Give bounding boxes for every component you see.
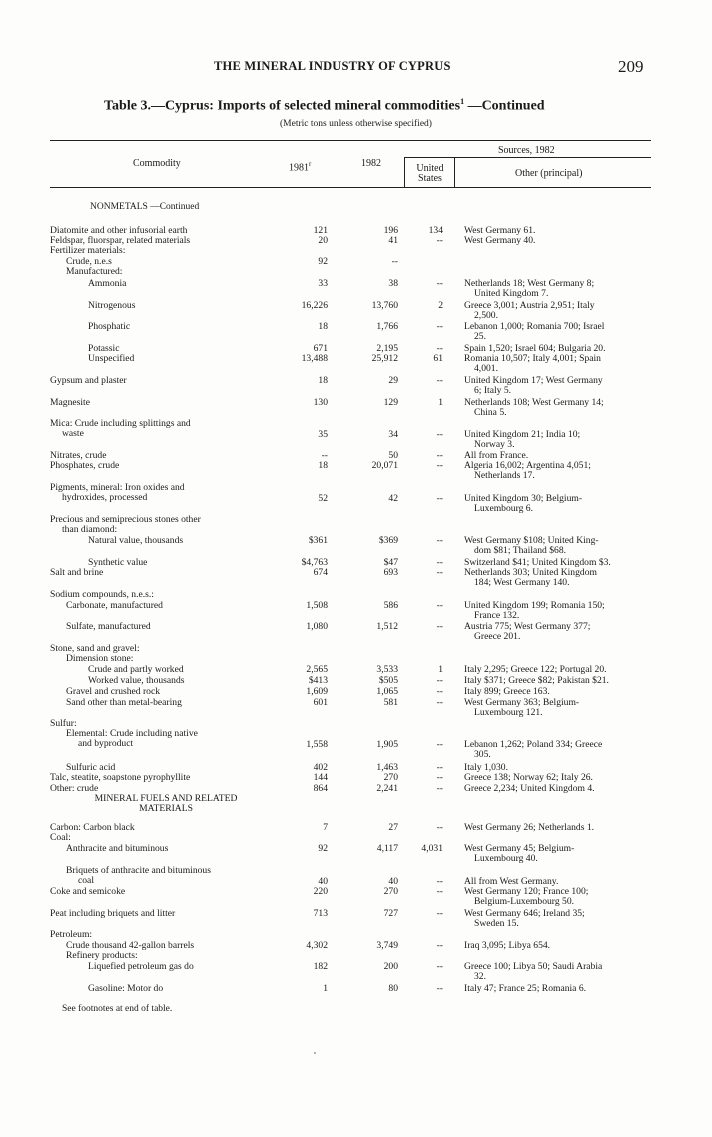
commodity-label (88, 536, 183, 546)
value-1982: 581 (383, 697, 398, 708)
value-1982: 129 (383, 397, 398, 408)
sources-line: Switzerland $41; United Kingdom $3. (464, 557, 611, 568)
table-subtitle: (Metric tons unless otherwise specified) (280, 119, 432, 129)
commodity-label (66, 698, 182, 708)
sources-line: 32. (474, 971, 486, 982)
table-title: Table 3.—Cyprus: Imports of selected mineral commodities$^1$ —Continued (104, 97, 545, 114)
commodity-label-line: and byproduct (78, 738, 134, 749)
value-1981: 121 (313, 225, 328, 236)
sources-line: Luxembourg 6. (474, 503, 533, 514)
commodity-label-line: Talc, steatite, soapstone pyrophyllite (50, 772, 191, 783)
running-title: THE MINERAL INDUSTRY OF CYPRUS (214, 59, 451, 73)
commodity-label (66, 794, 266, 814)
value-1981: 40 (318, 876, 328, 887)
value-united-states: -- (436, 961, 443, 972)
value-1981: 1,558 (306, 739, 328, 750)
value-1982: 13,760 (371, 300, 398, 311)
value-1981: 1,609 (306, 686, 328, 697)
value-1981: 1,508 (306, 600, 328, 611)
value-1982: 3,533 (376, 664, 398, 675)
value-1982: 80 (388, 983, 398, 994)
commodity-label-line: Sulfuric acid (66, 762, 116, 773)
commodity-label (50, 887, 125, 897)
commodity-label (66, 267, 122, 277)
sources-line: Greece 138; Norway 62; Italy 26. (464, 772, 593, 783)
sources-line: West Germany 646; Ireland 35; (464, 908, 585, 919)
value-1982: 34 (388, 429, 398, 440)
value-united-states: -- (436, 822, 443, 833)
sources-line: All from West Germany. (464, 876, 559, 887)
value-united-states: -- (436, 450, 443, 461)
value-1982: -- (391, 256, 398, 267)
commodity-label-line: Peat including briquets and litter (50, 908, 176, 919)
sources-line: China 5. (474, 407, 507, 418)
sources-line: United Kingdom 199; Romania 150; (464, 600, 605, 611)
value-1981: 20 (318, 235, 328, 246)
commodity-label-line: than diamond: (62, 524, 118, 535)
value-1982: 41 (388, 235, 398, 246)
sources-other (464, 301, 690, 321)
sources-line: Luxembourg 121. (474, 707, 543, 718)
value-united-states: -- (436, 493, 443, 504)
header-united-states: United States (416, 163, 444, 184)
commodity-label (50, 930, 92, 940)
value-1981: 92 (318, 843, 328, 854)
page-number: 209 (618, 57, 644, 76)
commodity-label-line: Precious and semiprecious stones other (50, 514, 201, 525)
value-united-states: -- (436, 783, 443, 794)
commodity-label (50, 419, 191, 439)
sources-line: West Germany 120; France 100; (464, 886, 589, 897)
sources-line: Austria 775; West Germany 377; (464, 621, 591, 632)
commodity-label (88, 676, 184, 686)
value-1981: 713 (313, 908, 328, 919)
value-1981: $4,763 (301, 557, 328, 568)
sources-other (464, 430, 690, 450)
sources-line: Greece 2,234; United Kingdom 4. (464, 783, 595, 794)
value-1982: 196 (383, 225, 398, 236)
value-1982: 693 (383, 567, 398, 578)
commodity-label-line: Stone, sand and gravel: (50, 643, 140, 654)
commodity-label (88, 665, 184, 675)
commodity-label-line: Diatomite and other infusorial earth (50, 225, 188, 236)
commodity-label (50, 461, 119, 471)
commodity-label (88, 322, 130, 332)
value-united-states: -- (436, 321, 443, 332)
commodity-label-line: Natural value, thousands (88, 535, 184, 546)
value-united-states: -- (436, 762, 443, 773)
sources-line: United Kingdom 30; Belgium- (464, 493, 583, 504)
sources-other (464, 461, 690, 481)
sources-line: Italy $371; Greece $82; Pakistan $21. (464, 675, 609, 686)
value-1981: 864 (313, 783, 328, 794)
header-1982: 1982 (361, 158, 381, 169)
sources-line: Belgium-Luxembourg 50. (474, 896, 575, 907)
value-united-states: -- (436, 686, 443, 697)
header-other-principal: Other (principal) (515, 168, 583, 179)
commodity-label (50, 833, 71, 843)
value-1981: -- (321, 450, 328, 461)
value-1982: 2,195 (376, 343, 398, 354)
commodity-label-line: Salt and brine (50, 567, 104, 578)
value-1981: $413 (308, 675, 328, 686)
sources-line: Greece 3,001; Austria 2,951; Italy (464, 300, 595, 311)
value-1982: 1,065 (376, 686, 398, 697)
sources-line: Luxembourg 40. (474, 853, 538, 864)
value-1981: 52 (318, 493, 328, 504)
commodity-label (50, 246, 125, 256)
value-united-states: 2 (438, 300, 443, 311)
commodity-label-line: Pigments, mineral: Iron oxides and (50, 482, 185, 493)
commodity-label-line: Phosphatic (88, 321, 131, 332)
commodity-label (66, 622, 151, 632)
value-1982: 29 (388, 375, 398, 386)
sources-other (464, 398, 690, 418)
commodity-label-line: MINERAL FUELS AND RELATED (94, 793, 238, 804)
sources-other (464, 568, 690, 588)
commodity-label (50, 515, 201, 535)
value-united-states: -- (436, 557, 443, 568)
value-united-states: 134 (428, 225, 443, 236)
value-1981: 92 (318, 256, 328, 267)
value-1981: 182 (313, 961, 328, 972)
sources-other (464, 698, 690, 718)
commodity-label-line: Synthetic value (88, 557, 148, 568)
commodity-label-line: Phosphates, crude (50, 460, 120, 471)
sources-line: Norway 3. (474, 439, 515, 450)
value-united-states: -- (436, 697, 443, 708)
commodity-label-line: Petroleum: (50, 929, 93, 940)
commodity-label (88, 301, 135, 311)
value-united-states: -- (436, 621, 443, 632)
value-united-states: -- (436, 278, 443, 289)
sources-line: Spain 1,520; Israel 604; Bulgaria 20. (464, 343, 606, 354)
header-commodity: Commodity (133, 158, 181, 169)
value-united-states: -- (436, 886, 443, 897)
commodity-label-line: Carbon: Carbon black (50, 822, 135, 833)
sources-other (464, 784, 690, 794)
value-united-states: -- (436, 772, 443, 783)
value-1982: 200 (383, 961, 398, 972)
sources-line: Algeria 16,002; Argentina 4,051; (464, 460, 591, 471)
value-1981: 33 (318, 278, 328, 289)
commodity-label-line: Anthracite and bituminous (66, 843, 169, 854)
sources-line: Greece 201. (474, 631, 521, 642)
value-1981: 1 (323, 983, 328, 994)
commodity-label-line: Gypsum and plaster (50, 375, 127, 386)
sources-line: Iraq 3,095; Libya 654. (464, 940, 551, 951)
commodity-label-line: Ammonia (88, 278, 127, 289)
sources-other (464, 601, 690, 621)
commodity-label-line: Feldspar, fluorspar, related materials (50, 235, 191, 246)
value-1981: 671 (313, 343, 328, 354)
sources-other (464, 740, 690, 760)
sources-line: France 132. (474, 610, 520, 621)
value-united-states: -- (436, 908, 443, 919)
sources-line: Netherlands 18; West Germany 8; (464, 278, 595, 289)
value-united-states: -- (436, 460, 443, 471)
value-1982: 1,905 (376, 739, 398, 750)
commodity-label-line: Sodium compounds, n.e.s.: (50, 589, 154, 600)
commodity-label-line: Nitrates, crude (50, 450, 107, 461)
sources-line: Sweden 15. (474, 918, 519, 929)
commodity-label-line: Potassic (88, 343, 120, 354)
commodity-label-line: waste (62, 428, 84, 439)
sources-line: Netherlands 303; United Kingdom (464, 567, 597, 578)
commodity-label-line: Crude thousand 42-gallon barrels (66, 940, 195, 951)
value-1981: $361 (308, 535, 328, 546)
sources-line: Italy 1,030. (464, 762, 508, 773)
commodity-label (50, 590, 154, 600)
commodity-label-line: Gravel and crushed rock (66, 686, 161, 697)
commodity-label-line: Unspecified (88, 353, 135, 364)
value-1982: 1,463 (376, 762, 398, 773)
value-1981: 18 (318, 460, 328, 471)
value-united-states: -- (436, 535, 443, 546)
value-1982: 25,912 (371, 353, 398, 364)
value-1981: 674 (313, 567, 328, 578)
sources-line: West Germany 61. (464, 225, 536, 236)
value-1982: 1,766 (376, 321, 398, 332)
sources-line: Lebanon 1,000; Romania 700; Israel (464, 321, 605, 332)
value-united-states: -- (436, 940, 443, 951)
sources-line: 4,001. (474, 363, 498, 374)
commodity-label (88, 962, 194, 972)
commodity-label-line: coal (78, 875, 94, 886)
value-united-states: 61 (433, 353, 443, 364)
commodity-label (66, 844, 168, 854)
commodity-label (50, 568, 103, 578)
value-united-states: -- (436, 343, 443, 354)
sources-line: 2,500. (474, 310, 498, 321)
sources-line: United Kingdom 21; India 10; (464, 429, 581, 440)
commodity-label-line: Coke and semicoke (50, 886, 126, 897)
commodity-label (66, 866, 211, 886)
commodity-label-line: Other: crude (50, 783, 99, 794)
sources-other (464, 622, 690, 642)
commodity-label-line: Coal: (50, 832, 71, 843)
sources-line: Netherlands 108; West Germany 14; (464, 397, 604, 408)
commodity-label-line: Sulfur: (50, 718, 77, 729)
value-1982: 586 (383, 600, 398, 611)
sources-other (464, 687, 690, 697)
value-1982: 727 (383, 908, 398, 919)
sources-other (464, 279, 690, 299)
sources-other (464, 536, 690, 556)
value-1981: 4,302 (306, 940, 328, 951)
scan-speck (314, 1052, 316, 1054)
title-footnote-mark: 1 (460, 97, 465, 106)
sources-other (464, 941, 690, 951)
value-1982: 38 (388, 278, 398, 289)
value-1982: 20,071 (371, 460, 398, 471)
sources-other (464, 887, 690, 907)
commodity-label (66, 601, 163, 611)
sources-line: Greece 100; Libya 50; Saudi Arabia (464, 961, 603, 972)
header-sources: Sources, 1982 (498, 145, 555, 156)
value-1981: 402 (313, 762, 328, 773)
value-1982: 270 (383, 886, 398, 897)
value-united-states: -- (436, 600, 443, 611)
value-united-states: -- (436, 983, 443, 994)
commodity-label-line: Refinery products: (66, 950, 138, 961)
footnote: See footnotes at end of table. (62, 1004, 173, 1014)
sources-other (464, 376, 690, 396)
commodity-label (50, 483, 185, 503)
commodity-label-line: Mica: Crude including splittings and (50, 418, 191, 429)
value-1982: 50 (388, 450, 398, 461)
sources-line: West Germany 363; Belgium- (464, 697, 580, 708)
value-1982: 27 (388, 822, 398, 833)
commodity-label (66, 951, 138, 961)
value-1982: 270 (383, 772, 398, 783)
value-1981: 18 (318, 375, 328, 386)
value-1982: $505 (378, 675, 398, 686)
value-united-states: -- (436, 567, 443, 578)
value-united-states: 1 (438, 664, 443, 675)
sources-line: West Germany 40. (464, 235, 536, 246)
value-united-states: -- (436, 235, 443, 246)
commodity-label (66, 687, 160, 697)
sources-line: 25. (474, 331, 486, 342)
commodity-label-line: Magnesite (50, 397, 90, 408)
sources-other (464, 665, 690, 675)
commodity-label-line: MATERIALS (139, 803, 193, 814)
value-1982: $47 (383, 557, 398, 568)
sources-other (464, 823, 690, 833)
sources-other (464, 984, 690, 994)
value-1982: 3,749 (376, 940, 398, 951)
commodity-label-line: Sand other than metal-bearing (66, 697, 182, 708)
value-1982: 2,241 (376, 783, 398, 794)
commodity-label (88, 354, 134, 364)
value-1981: 1,080 (306, 621, 328, 632)
value-1982: 42 (388, 493, 398, 504)
sources-line: West Germany 45; Belgium- (464, 843, 575, 854)
value-united-states: -- (436, 739, 443, 750)
value-1981: 13,488 (301, 353, 328, 364)
value-1981: 18 (318, 321, 328, 332)
value-1981: 144 (313, 772, 328, 783)
value-1981: 220 (313, 886, 328, 897)
value-1981: 2,565 (306, 664, 328, 675)
sources-other (464, 909, 690, 929)
value-1982: 40 (388, 876, 398, 887)
sources-line: United Kingdom 17; West Germany (464, 375, 603, 386)
value-united-states: 1 (438, 397, 443, 408)
sources-line: dom $81; Thailand $68. (474, 545, 567, 556)
sources-line: Italy 899; Greece 163. (464, 686, 550, 697)
sources-other (464, 494, 690, 514)
commodity-label-line: Liquefied petroleum gas do (88, 961, 194, 972)
value-united-states: -- (436, 375, 443, 386)
sources-line: West Germany 26; Netherlands 1. (464, 822, 595, 833)
sources-other (464, 354, 690, 374)
header-1981: 1981$^r$ (289, 160, 312, 174)
commodity-label-line: Crude, n.e.s (66, 256, 112, 267)
sources-other (464, 322, 690, 342)
sources-line: 305. (474, 749, 491, 760)
commodity-label-line: Crude and partly worked (88, 664, 184, 675)
value-1981: 16,226 (301, 300, 328, 311)
value-1981: 601 (313, 697, 328, 708)
commodity-label-line: hydroxides, processed (62, 492, 148, 503)
commodity-label (50, 773, 190, 783)
sources-line: United Kingdom 7. (474, 288, 549, 299)
commodity-label-line: Sulfate, manufactured (66, 621, 151, 632)
sources-other (464, 962, 690, 982)
value-1982: 4,117 (376, 843, 398, 854)
sources-line: Romania 10,507; Italy 4,001; Spain (464, 353, 601, 364)
commodity-label-line: Worked value, thousands (88, 675, 185, 686)
commodity-label (50, 784, 98, 794)
sources-line: Netherlands 17. (474, 470, 535, 481)
commodity-label-line: Nitrogenous (88, 300, 136, 311)
commodity-label-line: Gasoline: Motor do (88, 983, 164, 994)
value-united-states: -- (436, 675, 443, 686)
sources-other (464, 773, 690, 783)
sources-line: West Germany $108; United King- (464, 535, 599, 546)
sources-line: Italy 2,295; Greece 122; Portugal 20. (464, 664, 607, 675)
value-1981: 7 (323, 822, 328, 833)
commodity-label-line: Elemental: Crude including native (66, 728, 198, 739)
sources-line: Italy 47; France 25; Romania 6. (464, 983, 587, 994)
value-united-states: -- (436, 876, 443, 887)
commodity-label (50, 398, 90, 408)
commodity-label (88, 279, 126, 289)
commodity-label-line: Briquets of anthracite and bituminous (66, 865, 211, 876)
value-united-states: -- (436, 429, 443, 440)
sources-other (464, 844, 690, 864)
commodity-label (66, 729, 198, 749)
commodity-label-line: Dimension stone: (66, 653, 134, 664)
commodity-label (88, 984, 163, 994)
sources-line: Lebanon 1,262; Poland 334; Greece (464, 739, 603, 750)
sources-line: 6; Italy 5. (474, 385, 512, 396)
commodity-label-line: Carbonate, manufactured (66, 600, 163, 611)
sources-other (464, 236, 690, 246)
value-1982: 1,512 (376, 621, 398, 632)
sources-line: All from France. (464, 450, 529, 461)
value-1981: 130 (313, 397, 328, 408)
value-1982: $369 (378, 535, 398, 546)
commodity-label-line: Fertilizer materials: (50, 245, 126, 256)
sources-line: 184; West Germany 140. (474, 577, 570, 588)
sources-other (464, 676, 690, 686)
commodity-label (66, 654, 133, 664)
commodity-label (50, 909, 175, 919)
section-heading-nonmetals: NONMETALS —Continued (90, 202, 200, 212)
value-united-states: 4,031 (421, 843, 443, 854)
commodity-label-line: Manufactured: (66, 266, 123, 277)
commodity-label (50, 376, 127, 386)
value-1981: 35 (318, 429, 328, 440)
